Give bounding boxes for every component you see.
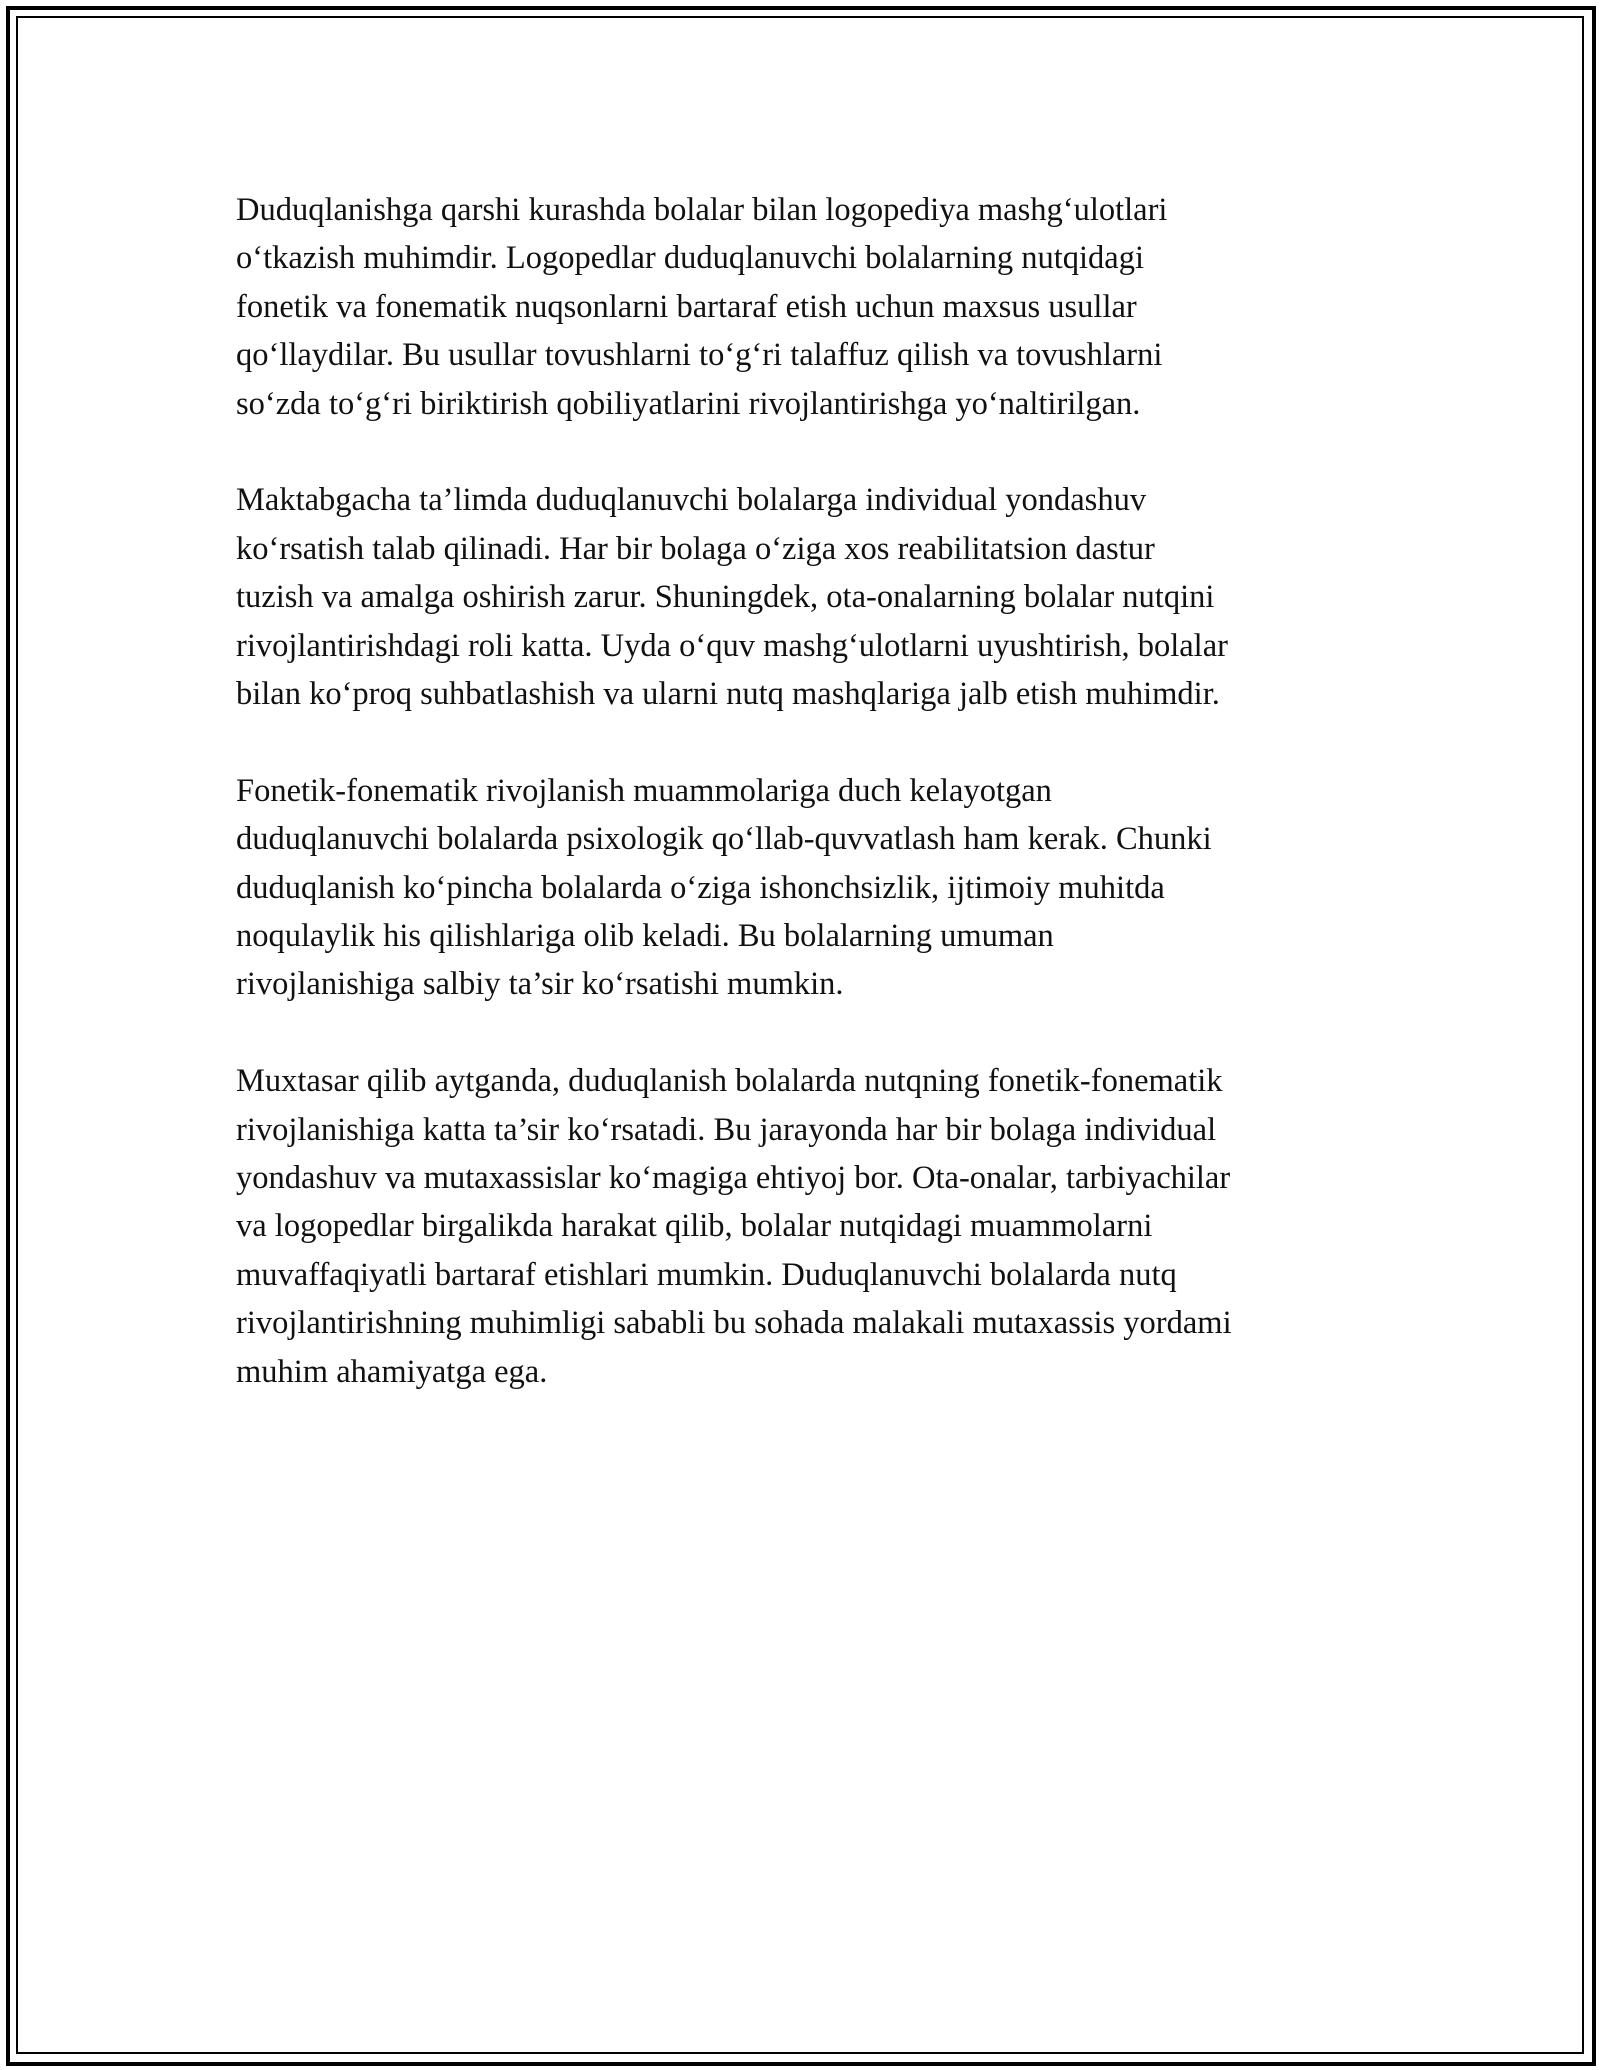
text-line: va logopedlar birgalikda harakat qilib, bolalar nutqidagi muammolarni bbox=[236, 1208, 1153, 1245]
text-line: bilan ko‘proq suhbatlashish va ularni nutq mashqlariga jalb etish muhimdir. bbox=[236, 676, 1220, 713]
text-line: duduqlanish ko‘pincha bolalarda o‘ziga ishonchsizlik, ijtimoiy muhitda bbox=[236, 869, 1165, 906]
text-line: rivojlantirishning muhimligi sababli bu sohada malakali mutaxassis yordami bbox=[236, 1305, 1232, 1342]
text-line: rivojlanishiga salbiy ta’sir ko‘rsatishi mumkin. bbox=[236, 966, 844, 1003]
text-line: so‘zda to‘g‘ri biriktirish qobiliyatlarini rivojlantirishga yo‘naltirilgan. bbox=[236, 385, 1141, 422]
text-line: Muxtasar qilib aytganda, duduqlanish bolalarda nutqning fonetik-fonematik bbox=[236, 1063, 1223, 1100]
document-body bbox=[236, 186, 1366, 1445]
text-line: Fonetik-fonematik rivojlanish muammolariga duch kelayotgan bbox=[236, 772, 1052, 809]
text-line: fonetik va fonematik nuqsonlarni bartaraf etish uchun maxsus usullar bbox=[236, 288, 1137, 325]
text-line: yondashuv va mutaxassislar ko‘magiga ehtiyoj bor. Ota-onalar, tarbiyachilar bbox=[236, 1160, 1231, 1197]
paragraph-3 bbox=[236, 767, 1366, 1009]
text-line: rivojlantirishdagi roli katta. Uyda o‘quv mashg‘ulotlarni uyushtirish, bolalar bbox=[236, 627, 1228, 664]
paragraph-1 bbox=[236, 186, 1366, 428]
text-line: rivojlanishiga katta ta’sir ko‘rsatadi. Bu jarayonda har bir bolaga individual bbox=[236, 1111, 1217, 1148]
text-line: tuzish va amalga oshirish zarur. Shuningdek, ota-onalarning bolalar nutqini bbox=[236, 579, 1215, 616]
text-line: muvaffaqiyatli bartaraf etishlari mumkin. Duduqlanuvchi bolalarda nutq bbox=[236, 1256, 1177, 1293]
text-line: ko‘rsatish talab qilinadi. Har bir bolaga o‘ziga xos reabilitatsion dastur bbox=[236, 530, 1155, 567]
text-line: qo‘llaydilar. Bu usullar tovushlarni to‘g‘ri talaffuz qilish va tovushlarni bbox=[236, 337, 1163, 374]
text-line: muhim ahamiyatga ega. bbox=[236, 1353, 548, 1390]
text-line: Maktabgacha ta’limda duduqlanuvchi bolalarga individual yondashuv bbox=[236, 482, 1147, 519]
text-line: noqulaylik his qilishlariga olib keladi. Bu bolalarning umuman bbox=[236, 918, 1054, 955]
text-line: Duduqlanishga qarshi kurashda bolalar bilan logopediya mashg‘ulotlari bbox=[236, 192, 1168, 228]
paragraph-4 bbox=[236, 1057, 1366, 1396]
text-line: duduqlanuvchi bolalarda psixologik qo‘llab-quvvatlash ham kerak. Chunki bbox=[236, 821, 1212, 858]
text-line: o‘tkazish muhimdir. Logopedlar duduqlanuvchi bolalarning nutqidagi bbox=[236, 240, 1145, 277]
paragraph-2 bbox=[236, 476, 1366, 718]
